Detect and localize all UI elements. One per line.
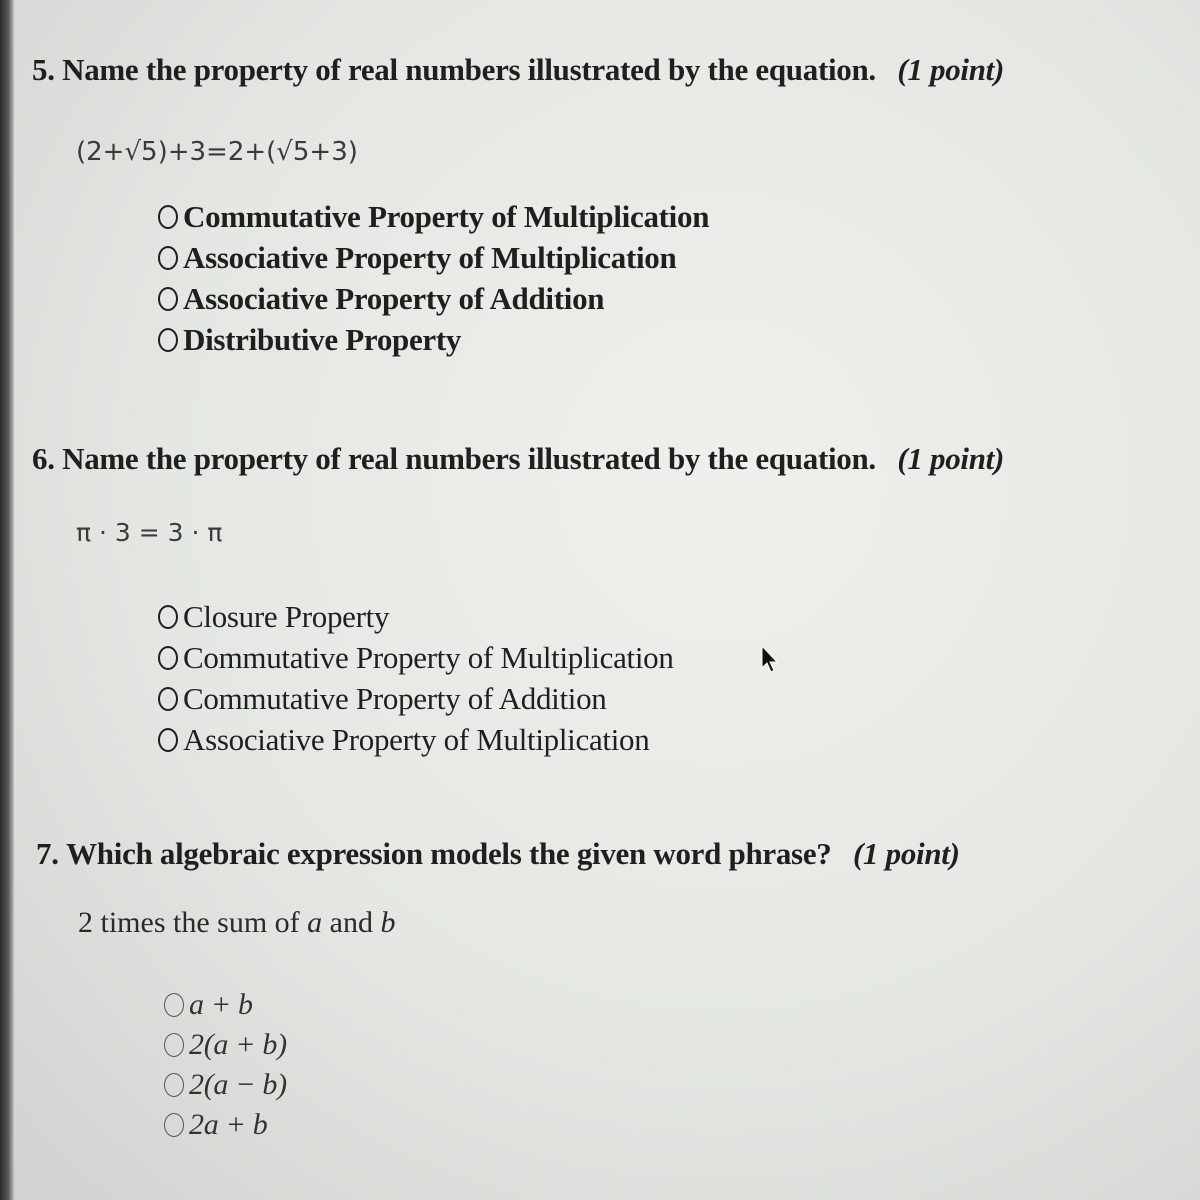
- option-label: Commutative Property of Addition: [183, 680, 607, 716]
- option-label: Associative Property of Multiplication: [183, 721, 650, 757]
- radio-button-icon[interactable]: [158, 205, 178, 229]
- question-points: (1 point): [897, 52, 1005, 87]
- radio-button-icon[interactable]: [158, 246, 178, 270]
- question-5-options: [158, 196, 709, 360]
- option-item[interactable]: [164, 1065, 287, 1105]
- radio-button-icon[interactable]: [158, 328, 178, 352]
- question-6-options: [158, 596, 674, 760]
- option-label: 2(a + b): [189, 1028, 287, 1061]
- question-6-title: [32, 441, 1004, 477]
- question-points: (1 point): [897, 441, 1005, 476]
- option-item[interactable]: [164, 1025, 287, 1065]
- option-item[interactable]: [158, 196, 709, 237]
- question-prompt: Name the property of real numbers illustrated by the equation.: [62, 441, 876, 476]
- option-item[interactable]: [158, 278, 709, 319]
- question-5-title: [32, 52, 1004, 88]
- radio-button-icon[interactable]: [164, 1033, 184, 1057]
- mouse-pointer-icon: [760, 644, 782, 674]
- question-5-equation: (2+√5)+3=2+(√5+3): [76, 137, 358, 167]
- phrase-variable: a: [307, 906, 323, 939]
- question-number: 7.: [36, 836, 59, 871]
- option-label: Distributive Property: [183, 321, 462, 357]
- question-prompt: Which algebraic expression models the given word phrase?: [66, 836, 832, 871]
- radio-button-icon[interactable]: [158, 646, 178, 670]
- option-label: Associative Property of Addition: [183, 280, 605, 316]
- question-6-equation: π · 3 = 3 · π: [76, 518, 223, 547]
- radio-button-icon[interactable]: [158, 687, 178, 711]
- option-item[interactable]: [158, 237, 709, 278]
- question-7-options: [164, 985, 287, 1145]
- option-item[interactable]: [164, 985, 287, 1025]
- option-label: Associative Property of Multiplication: [183, 239, 677, 275]
- phrase-text: 2 times the sum of: [78, 906, 300, 939]
- question-7-phrase: [78, 906, 395, 940]
- option-item[interactable]: [158, 596, 674, 637]
- option-item[interactable]: [164, 1105, 287, 1145]
- option-item[interactable]: [158, 319, 709, 360]
- question-7-title: [36, 836, 960, 872]
- option-label: 2a + b: [189, 1108, 268, 1141]
- question-points: (1 point): [852, 836, 960, 871]
- radio-button-icon[interactable]: [158, 605, 178, 629]
- question-number: 5.: [32, 52, 55, 87]
- option-item[interactable]: [158, 678, 674, 719]
- option-item[interactable]: [158, 637, 674, 678]
- radio-button-icon[interactable]: [164, 993, 184, 1017]
- radio-button-icon[interactable]: [158, 728, 178, 752]
- option-label: Commutative Property of Multiplication: [183, 198, 710, 234]
- option-label: Commutative Property of Multiplication: [183, 639, 674, 675]
- monitor-bezel: [0, 0, 14, 1200]
- question-number: 6.: [32, 441, 55, 476]
- phrase-text: and: [329, 906, 373, 939]
- phrase-variable: b: [380, 906, 396, 939]
- option-label: 2(a − b): [189, 1068, 287, 1101]
- radio-button-icon[interactable]: [164, 1073, 184, 1097]
- question-prompt: Name the property of real numbers illustrated by the equation.: [62, 52, 876, 87]
- radio-button-icon[interactable]: [158, 287, 178, 311]
- option-label: Closure Property: [183, 598, 390, 634]
- option-label: a + b: [189, 988, 253, 1021]
- option-item[interactable]: [158, 719, 674, 760]
- radio-button-icon[interactable]: [164, 1113, 184, 1137]
